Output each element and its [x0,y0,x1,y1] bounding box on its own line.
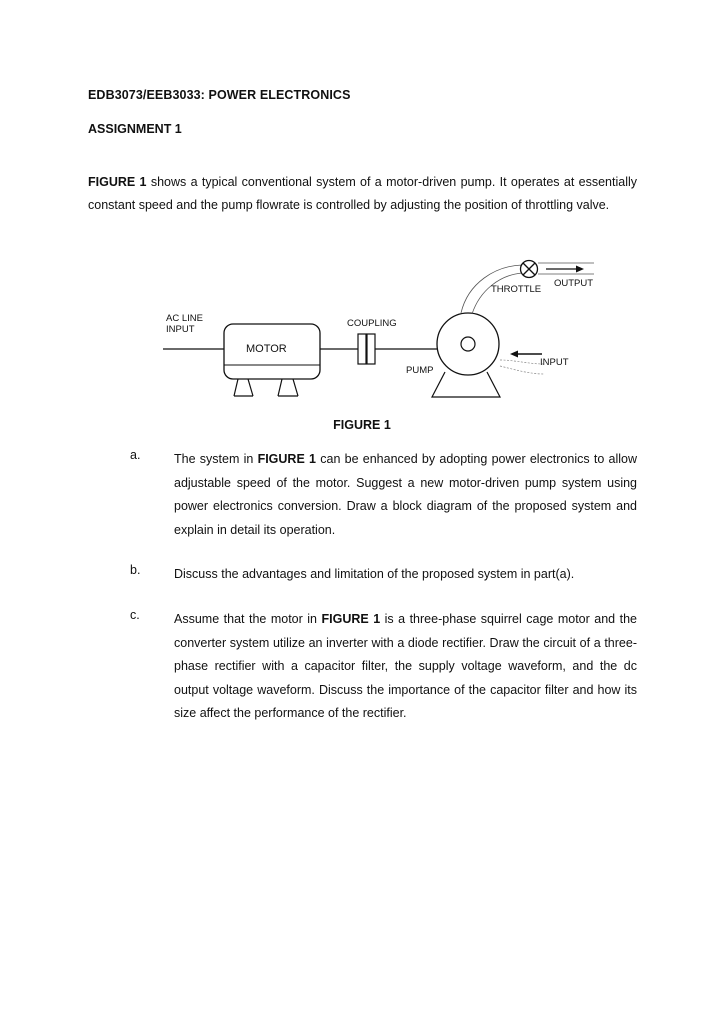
question-c-text: Assume that the motor in FIGURE 1 is a three-phase squirrel cage motor and the converter system utilize an inverter with a diode rectifier. Draw the circuit of a three-phase rectifier with a capacitor filter, the supply voltage waveform, and the dc output voltage waveform. Discuss the importance of the capacitor filter and how its size affect the performance of the rectifier. [174,612,637,720]
course-title: EDB3073/EEB3033: POWER ELECTRONICS [88,88,351,102]
motor-foot-left [234,379,253,396]
output-label: OUTPUT [554,278,594,289]
coupling-label: COUPLING [347,318,397,329]
question-a-label: a. [130,448,141,462]
coupling-half-left [358,334,366,364]
motor-label: MOTOR [246,343,287,355]
motor-foot-right [278,379,298,396]
pump-base [432,372,500,397]
input-right-label: INPUT [540,357,569,368]
pump-impeller [461,337,475,351]
question-c-figure-ref: FIGURE 1 [321,612,381,626]
coupling-half-right [367,334,375,364]
ac-line-label: AC LINE [166,313,203,324]
assignment-title: ASSIGNMENT 1 [88,122,182,136]
question-b-text: Discuss the advantages and limitation of the proposed system in part(a). [174,567,575,581]
figure-caption: FIGURE 1 [333,418,391,432]
intro-figure-ref: FIGURE 1 [88,175,147,189]
throttle-label: THROTTLE [491,284,542,295]
intro-paragraph [88,171,637,217]
question-c-label: c. [130,608,140,622]
figure-1-diagram [150,248,610,408]
question-b-label: b. [130,563,141,577]
intro-text: shows a typical conventional system of a motor-driven pump. It operates at essentially constant speed and the pump flowrate is controlled by adjusting the position of throttling valve. [88,175,637,212]
ac-input-label: INPUT [166,324,195,335]
output-arrow-icon [576,266,584,273]
question-a-figure-ref: FIGURE 1 [257,452,316,466]
inlet-pipe-lower [500,360,544,364]
input-arrow-icon [510,351,518,358]
question-a-text: The system in FIGURE 1 can be enhanced by adopting power electronics to allow adjustable speed of the motor. Suggest a new motor-driven pump system using power electronics conversion. Draw a block diagram of the proposed system and explain in detail its operation. [174,452,637,537]
pump-label: PUMP [406,365,434,376]
inlet-pipe-upper [500,366,544,374]
